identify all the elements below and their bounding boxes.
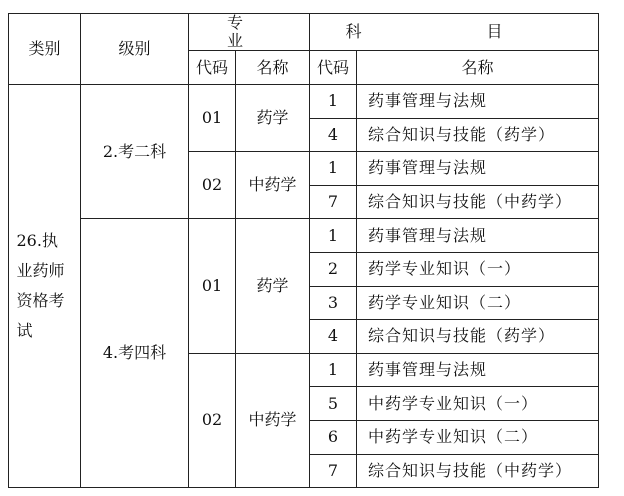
subject-code-cell: 6 — [310, 420, 357, 454]
subject-name-cell: 药事管理与法规 — [357, 353, 599, 387]
subject-code-cell: 4 — [310, 118, 357, 152]
subject-name-cell: 药学专业知识（二） — [357, 286, 599, 320]
subject-code-cell: 1 — [310, 85, 357, 119]
subject-name-cell: 中药学专业知识（一） — [357, 387, 599, 421]
subject-code-cell: 7 — [310, 454, 357, 488]
subject-code-cell: 2 — [310, 252, 357, 286]
subject-name-cell: 综合知识与技能（药学） — [357, 320, 599, 354]
header-major: 专 业 — [189, 14, 310, 51]
subject-name-cell: 药学专业知识（一） — [357, 252, 599, 286]
category-label: 26.执业药师资格考试 — [16, 231, 65, 341]
header-row-1 — [9, 14, 599, 51]
subject-code-cell: 1 — [310, 353, 357, 387]
header-major-code: 代码 — [189, 51, 236, 85]
subject-name-cell: 综合知识与技能（中药学） — [357, 185, 599, 219]
subject-code-cell: 4 — [310, 320, 357, 354]
major-code-cell: 02 — [189, 353, 236, 487]
major-name-cell: 药学 — [236, 219, 310, 353]
level-cell: 4.考四科 — [81, 219, 189, 488]
category-cell — [9, 85, 81, 488]
header-subject-name: 名称 — [357, 51, 599, 85]
subject-name-cell: 综合知识与技能（中药学） — [357, 454, 599, 488]
major-name-cell: 药学 — [236, 85, 310, 152]
header-subject-code: 代码 — [310, 51, 357, 85]
major-code-cell: 02 — [189, 152, 236, 219]
subject-code-cell: 1 — [310, 152, 357, 186]
header-level: 级别 — [81, 14, 189, 85]
subject-name-cell: 药事管理与法规 — [357, 152, 599, 186]
subject-code-cell: 1 — [310, 219, 357, 253]
major-name-cell: 中药学 — [236, 353, 310, 487]
header-subject: 科 目 — [310, 14, 599, 51]
subject-code-cell: 5 — [310, 387, 357, 421]
exam-subject-table — [8, 13, 599, 488]
major-name-cell: 中药学 — [236, 152, 310, 219]
level-cell: 2.考二科 — [81, 85, 189, 219]
table-row — [9, 85, 599, 119]
table-row — [9, 219, 599, 253]
subject-name-cell: 药事管理与法规 — [357, 219, 599, 253]
table-body — [9, 14, 599, 488]
major-code-cell: 01 — [189, 85, 236, 152]
subject-name-cell: 中药学专业知识（二） — [357, 420, 599, 454]
header-category: 类别 — [9, 14, 81, 85]
major-code-cell: 01 — [189, 219, 236, 353]
subject-name-cell: 药事管理与法规 — [357, 85, 599, 119]
subject-code-cell: 3 — [310, 286, 357, 320]
header-major-name: 名称 — [236, 51, 310, 85]
subject-name-cell: 综合知识与技能（药学） — [357, 118, 599, 152]
subject-code-cell: 7 — [310, 185, 357, 219]
